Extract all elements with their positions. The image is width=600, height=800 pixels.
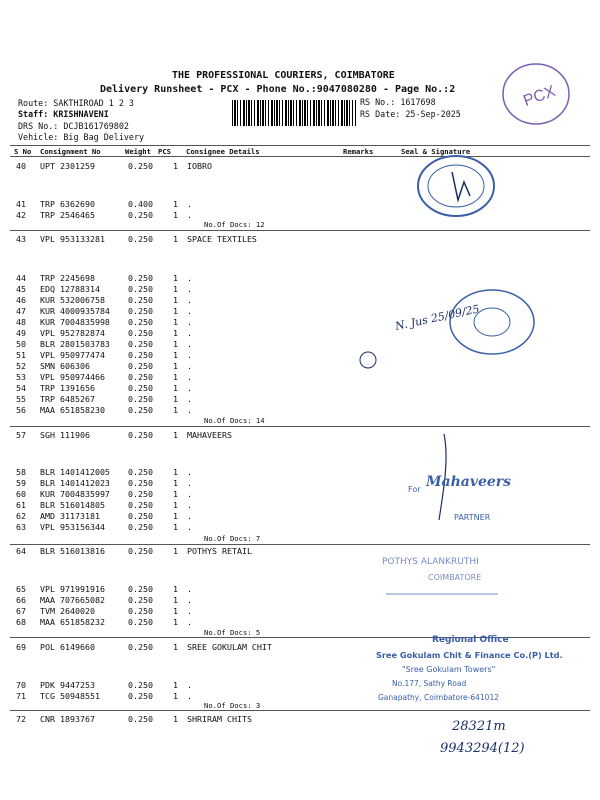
row-sno: 46	[16, 295, 26, 305]
row-consignee: .	[187, 467, 192, 477]
row-pcs: 1	[173, 328, 178, 338]
row-weight: 0.250	[128, 405, 153, 415]
row-consignment-no: TRP 2546465	[40, 210, 95, 220]
row-consignment-no: TCG 50948551	[40, 691, 100, 701]
row-pcs: 1	[173, 273, 178, 283]
row-pcs: 1	[173, 617, 178, 627]
row-sno: 44	[16, 273, 26, 283]
row-weight: 0.250	[128, 691, 153, 701]
row-consignment-no: KUR 4000935784	[40, 306, 110, 316]
row-consignment-no: BLR 516013816	[40, 546, 105, 556]
row-consignment-no: VPL 950974466	[40, 372, 105, 382]
row-pcs: 1	[173, 522, 178, 532]
row-sno: 70	[16, 680, 26, 690]
row-weight: 0.250	[128, 522, 153, 532]
route-label: Route: SAKTHIROAD 1 2 3	[18, 98, 134, 108]
row-consignee: .	[187, 361, 192, 371]
pothys-line1: POTHYS ALANKRUTHI	[382, 557, 479, 567]
row-consignment-no: KUR 7004835997	[40, 489, 110, 499]
row-sno: 57	[16, 430, 26, 440]
row-pcs: 1	[173, 642, 178, 652]
row-sno: 72	[16, 714, 26, 724]
row-consignment-no: MAA 651858230	[40, 405, 105, 415]
row-consignment-no: BLR 2801503783	[40, 339, 110, 349]
row-weight: 0.250	[128, 680, 153, 690]
handwritten-phone	[440, 712, 580, 762]
row-weight: 0.250	[128, 394, 153, 404]
row-pcs: 1	[173, 405, 178, 415]
row-pcs: 1	[173, 691, 178, 701]
row-sno: 71	[16, 691, 26, 701]
row-consignment-no: KUR 7004835998	[40, 317, 110, 327]
mahaveers-name: Mahaveers	[426, 474, 512, 490]
row-consignment-no: CNR 1893767	[40, 714, 95, 724]
row-pcs: 1	[173, 430, 178, 440]
row-consignment-no: UPT 2301259	[40, 161, 95, 171]
row-consignee: .	[187, 394, 192, 404]
signature-round-stamp	[356, 282, 556, 372]
row-consignee: .	[187, 383, 192, 393]
row-sno: 65	[16, 584, 26, 594]
row-weight: 0.250	[128, 273, 153, 283]
row-consignee: .	[187, 350, 192, 360]
doc-count: No.Of Docs: 3	[204, 701, 261, 710]
gokulam-stamp	[372, 630, 597, 710]
row-sno: 59	[16, 478, 26, 488]
row-consignee: .	[187, 295, 192, 305]
row-consignee: .	[187, 500, 192, 510]
row-sno: 54	[16, 383, 26, 393]
handwritten-date: N. Jus 25/09/25	[393, 302, 481, 333]
row-sno: 47	[16, 306, 26, 316]
drs-label: DRS No.: DCJB161769802	[18, 121, 129, 131]
row-sno: 48	[16, 317, 26, 327]
row-weight: 0.250	[128, 339, 153, 349]
row-sno: 41	[16, 199, 26, 209]
mahaveers-signature-stamp	[404, 428, 554, 538]
row-pcs: 1	[173, 234, 178, 244]
col-seal: Seal & Signature	[401, 147, 471, 156]
row-consignment-no: KUR 532006758	[40, 295, 105, 305]
row-pcs: 1	[173, 595, 178, 605]
row-weight: 0.250	[128, 584, 153, 594]
runsheet-title: Delivery Runsheet - PCX - Phone No.:9047080280 - Page No.:2	[100, 84, 456, 95]
row-consignment-no: VPL 952782874	[40, 328, 105, 338]
row-sno: 53	[16, 372, 26, 382]
row-consignment-no: BLR 1401412005	[40, 467, 110, 477]
row-sno: 45	[16, 284, 26, 294]
row-weight: 0.250	[128, 606, 153, 616]
row-consignment-no: BLR 516014805	[40, 500, 105, 510]
col-weight: Weight	[125, 147, 151, 156]
row-consignee: .	[187, 606, 192, 616]
row-sno: 42	[16, 210, 26, 220]
row-pcs: 1	[173, 680, 178, 690]
handwritten-phone-line2: 9943294(12)	[440, 741, 525, 756]
mahaveers-partner: PARTNER	[454, 513, 491, 522]
row-pcs: 1	[173, 467, 178, 477]
row-consignment-no: TRP 1391656	[40, 383, 95, 393]
row-sno: 49	[16, 328, 26, 338]
row-consignee: MAHAVEERS	[187, 430, 232, 440]
row-consignee: .	[187, 478, 192, 488]
doc-count: No.Of Docs: 12	[204, 220, 265, 229]
barcode	[232, 100, 356, 126]
group-divider	[10, 230, 590, 231]
col-consignment: Consignment No	[40, 147, 101, 156]
row-consignee: .	[187, 317, 192, 327]
header-rule-top	[10, 145, 590, 146]
row-pcs: 1	[173, 199, 178, 209]
row-consignment-no: PDK 9447253	[40, 680, 95, 690]
row-pcs: 1	[173, 394, 178, 404]
row-sno: 64	[16, 546, 26, 556]
row-weight: 0.250	[128, 617, 153, 627]
row-consignment-no: VPL 950977474	[40, 350, 105, 360]
row-pcs: 1	[173, 606, 178, 616]
row-consignee: .	[187, 617, 192, 627]
row-weight: 0.250	[128, 642, 153, 652]
doc-count: No.Of Docs: 7	[204, 534, 261, 543]
row-weight: 0.250	[128, 430, 153, 440]
row-consignment-no: VPL 953133281	[40, 234, 105, 244]
col-sno: S No	[14, 147, 32, 156]
gokulam-building: "Sree Gokulam Towers"	[402, 665, 496, 674]
row-weight: 0.250	[128, 372, 153, 382]
doc-count: No.Of Docs: 14	[204, 416, 265, 425]
row-consignment-no: SMN 606306	[40, 361, 90, 371]
pcx-stamp-text: PCX	[521, 82, 558, 111]
gokulam-company: Sree Gokulam Chit & Finance Co.(P) Ltd.	[376, 650, 563, 660]
row-weight: 0.250	[128, 478, 153, 488]
vehicle-label: Vehicle: Big Bag Delivery	[18, 132, 145, 142]
row-weight: 0.250	[128, 328, 153, 338]
gokulam-city: Ganapathy, Coimbatore-641012	[378, 693, 499, 702]
row-consignment-no: MAA 707665082	[40, 595, 105, 605]
row-consignment-no: MAA 651858232	[40, 617, 105, 627]
row-sno: 63	[16, 522, 26, 532]
group-divider	[10, 426, 590, 427]
row-consignment-no: AMD 31173181	[40, 511, 100, 521]
row-consignee: .	[187, 595, 192, 605]
row-pcs: 1	[173, 306, 178, 316]
row-sno: 62	[16, 511, 26, 521]
row-pcs: 1	[173, 478, 178, 488]
row-pcs: 1	[173, 500, 178, 510]
row-consignee: .	[187, 680, 192, 690]
pcx-stamp	[496, 58, 586, 128]
col-pcs: PCS	[158, 147, 171, 156]
col-remarks: Remarks	[343, 147, 374, 156]
row-weight: 0.250	[128, 714, 153, 724]
row-weight: 0.250	[128, 210, 153, 220]
row-weight: 0.250	[128, 361, 153, 371]
row-consignee: .	[187, 210, 192, 220]
row-consignee: POTHYS RETAIL	[187, 546, 252, 556]
row-weight: 0.250	[128, 546, 153, 556]
row-pcs: 1	[173, 295, 178, 305]
row-pcs: 1	[173, 284, 178, 294]
row-weight: 0.250	[128, 295, 153, 305]
row-consignee: .	[187, 199, 192, 209]
row-consignment-no: SGH 111906	[40, 430, 90, 440]
company-title: THE PROFESSIONAL COURIERS, COIMBATORE	[172, 70, 395, 81]
row-sno: 68	[16, 617, 26, 627]
header-rule-bottom	[10, 156, 590, 157]
row-consignee: SPACE TEXTILES	[187, 234, 257, 244]
row-consignee: SHRIRAM CHITS	[187, 714, 252, 724]
row-sno: 51	[16, 350, 26, 360]
row-pcs: 1	[173, 489, 178, 499]
row-consignment-no: TRP 6485267	[40, 394, 95, 404]
rs-date: RS Date: 25-Sep-2025	[360, 109, 461, 119]
row-pcs: 1	[173, 361, 178, 371]
row-consignee: .	[187, 522, 192, 532]
row-weight: 0.250	[128, 284, 153, 294]
row-consignment-no: TVM 2640020	[40, 606, 95, 616]
row-weight: 0.250	[128, 317, 153, 327]
row-consignee: .	[187, 372, 192, 382]
row-sno: 40	[16, 161, 26, 171]
row-consignment-no: TRP 2245698	[40, 273, 95, 283]
row-consignment-no: VPL 971991916	[40, 584, 105, 594]
row-sno: 66	[16, 595, 26, 605]
row-consignee: .	[187, 306, 192, 316]
row-weight: 0.250	[128, 161, 153, 171]
group-divider	[10, 710, 590, 711]
row-consignee: .	[187, 328, 192, 338]
row-consignee: .	[187, 339, 192, 349]
row-sno: 67	[16, 606, 26, 616]
row-sno: 43	[16, 234, 26, 244]
row-pcs: 1	[173, 714, 178, 724]
pothys-stamp	[378, 544, 578, 614]
row-pcs: 1	[173, 584, 178, 594]
row-weight: 0.250	[128, 489, 153, 499]
handwritten-phone-line1: 28321m	[452, 719, 506, 734]
row-weight: 0.250	[128, 595, 153, 605]
row-consignee: .	[187, 511, 192, 521]
row-sno: 52	[16, 361, 26, 371]
row-consignee: IOBRO	[187, 161, 212, 171]
row-consignee: SREE GOKULAM CHIT	[187, 642, 272, 652]
gokulam-office: Regional Office	[432, 635, 509, 645]
row-pcs: 1	[173, 546, 178, 556]
row-pcs: 1	[173, 339, 178, 349]
row-weight: 0.250	[128, 306, 153, 316]
row-sno: 61	[16, 500, 26, 510]
row-weight: 0.400	[128, 199, 153, 209]
mahaveers-for: For	[408, 485, 421, 494]
row-consignment-no: BLR 1401412023	[40, 478, 110, 488]
row-pcs: 1	[173, 350, 178, 360]
row-sno: 58	[16, 467, 26, 477]
row-consignment-no: EDQ 12788314	[40, 284, 100, 294]
row-consignee: .	[187, 691, 192, 701]
row-sno: 55	[16, 394, 26, 404]
row-weight: 0.250	[128, 350, 153, 360]
row-pcs: 1	[173, 161, 178, 171]
row-weight: 0.250	[128, 500, 153, 510]
row-sno: 50	[16, 339, 26, 349]
row-consignee: .	[187, 405, 192, 415]
row-pcs: 1	[173, 511, 178, 521]
row-pcs: 1	[173, 210, 178, 220]
row-weight: 0.250	[128, 467, 153, 477]
staff-label: Staff: KRISHNAVENI	[18, 109, 109, 119]
row-consignee: .	[187, 284, 192, 294]
row-consignment-no: POL 6149660	[40, 642, 95, 652]
row-pcs: 1	[173, 317, 178, 327]
pothys-line2: COIMBATORE	[428, 573, 482, 582]
round-seal-stamp	[412, 152, 502, 222]
row-pcs: 1	[173, 372, 178, 382]
doc-count: No.Of Docs: 5	[204, 628, 261, 637]
row-weight: 0.250	[128, 511, 153, 521]
row-consignment-no: VPL 953156344	[40, 522, 105, 532]
row-sno: 56	[16, 405, 26, 415]
row-sno: 69	[16, 642, 26, 652]
rs-number: RS No.: 1617698	[360, 97, 436, 107]
row-consignee: .	[187, 584, 192, 594]
row-consignment-no: TRP 6362690	[40, 199, 95, 209]
col-consignee: Consignee Details	[186, 147, 260, 156]
row-consignee: .	[187, 489, 192, 499]
gokulam-address: No.177, Sathy Road	[392, 679, 467, 688]
row-consignee: .	[187, 273, 192, 283]
row-pcs: 1	[173, 383, 178, 393]
row-weight: 0.250	[128, 383, 153, 393]
row-sno: 60	[16, 489, 26, 499]
row-weight: 0.250	[128, 234, 153, 244]
